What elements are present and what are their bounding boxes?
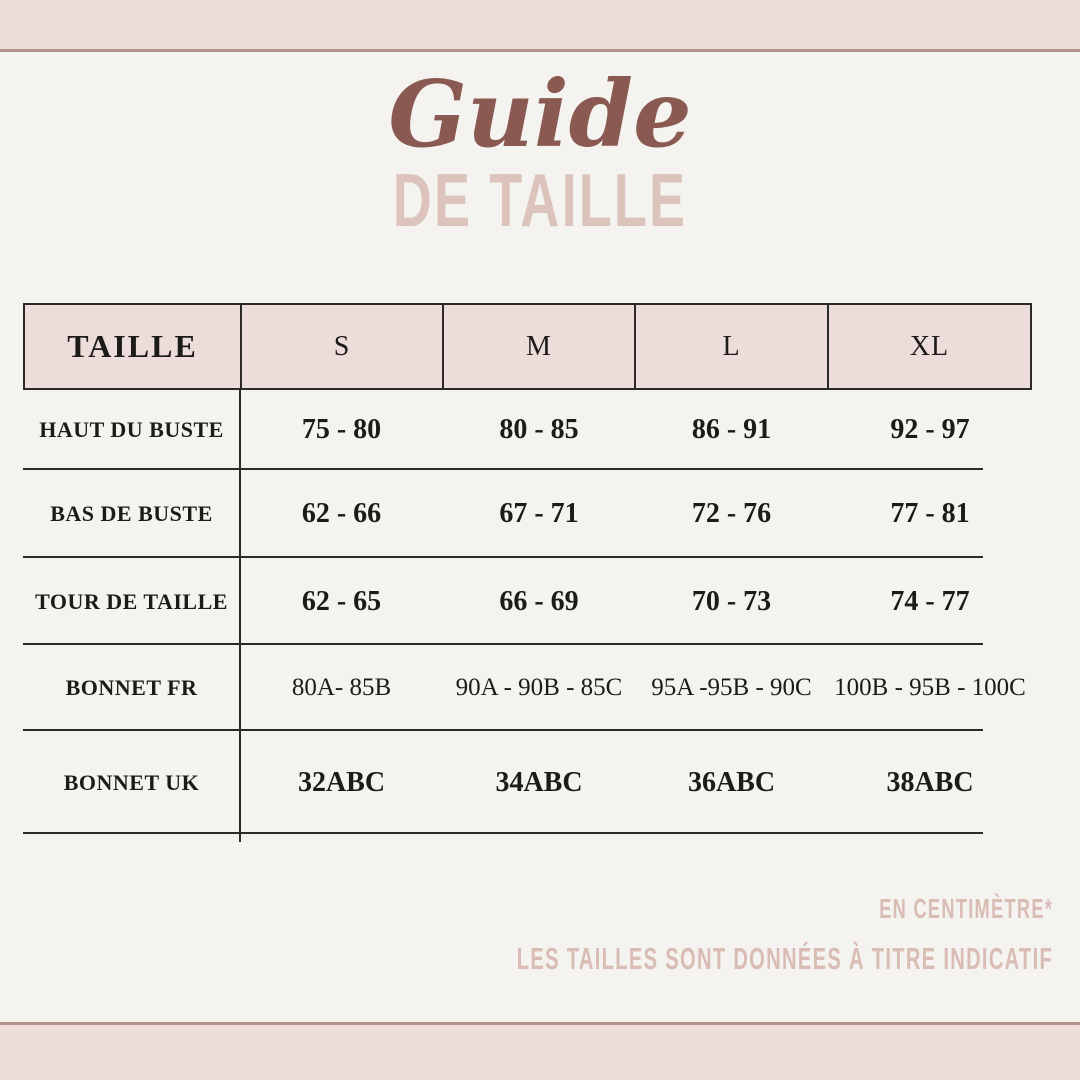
footer-note-disclaimer: LES TAILLES SONT DONNÉES À TITRE INDICATIF [516,941,1053,976]
table-row-bas-de-buste [23,470,1032,558]
row-label: BONNET FR [65,675,198,700]
header-cell-size-xl: XL [827,305,1030,388]
table-row-bonnet-fr [23,645,1032,731]
row-label: TOUR DE TAILLE [35,588,228,614]
page-title-display: DE TAILLE [392,158,688,242]
value-cell: 72 - 76 [691,498,772,529]
value-cell: 38ABC [886,766,974,798]
value-cell: 66 - 69 [499,585,579,617]
value-cell: 67 - 71 [499,498,579,529]
size-table-body [23,390,1032,834]
table-row-haut-du-buste [23,390,1032,470]
row-label: BAS DE BUSTE [50,501,213,526]
bottom-accent-bar [0,1022,1080,1080]
value-cell: 80A- 85B [291,674,392,701]
page-title-script: Guide [388,60,692,168]
value-cell: 62 - 65 [301,585,382,617]
value-cell: 92 - 97 [890,414,970,445]
value-cell: 86 - 91 [691,414,772,445]
header-cell-taille: TAILLE [67,328,198,364]
value-cell: 90A - 90B - 85C [455,674,623,701]
value-cell: 70 - 73 [691,585,772,617]
row-label: BONNET UK [63,769,200,795]
row-label: HAUT DU BUSTE [39,417,224,442]
value-cell: 100B - 95B - 100C [834,674,1026,701]
value-cell: 77 - 81 [890,498,970,529]
top-accent-bar [0,0,1080,52]
footer-notes [517,893,1053,977]
value-cell: 36ABC [687,766,776,798]
table-row-tour-de-taille [23,558,1032,645]
value-cell: 80 - 85 [499,414,579,445]
value-cell: 95A -95B - 90C [651,674,812,701]
header-cell-size-m: M [442,305,634,388]
value-cell: 62 - 66 [301,498,382,529]
value-cell: 32ABC [297,766,386,798]
size-table-header [23,303,1032,390]
footer-note-units: EN CENTIMÈTRE* [879,893,1053,924]
value-cell: 75 - 80 [301,414,382,445]
table-row-bonnet-uk [23,731,1032,834]
header-cell-size-l: L [634,305,827,388]
header-cell-size-s: S [240,305,442,388]
value-cell: 34ABC [495,766,583,798]
value-cell: 74 - 77 [890,585,970,617]
